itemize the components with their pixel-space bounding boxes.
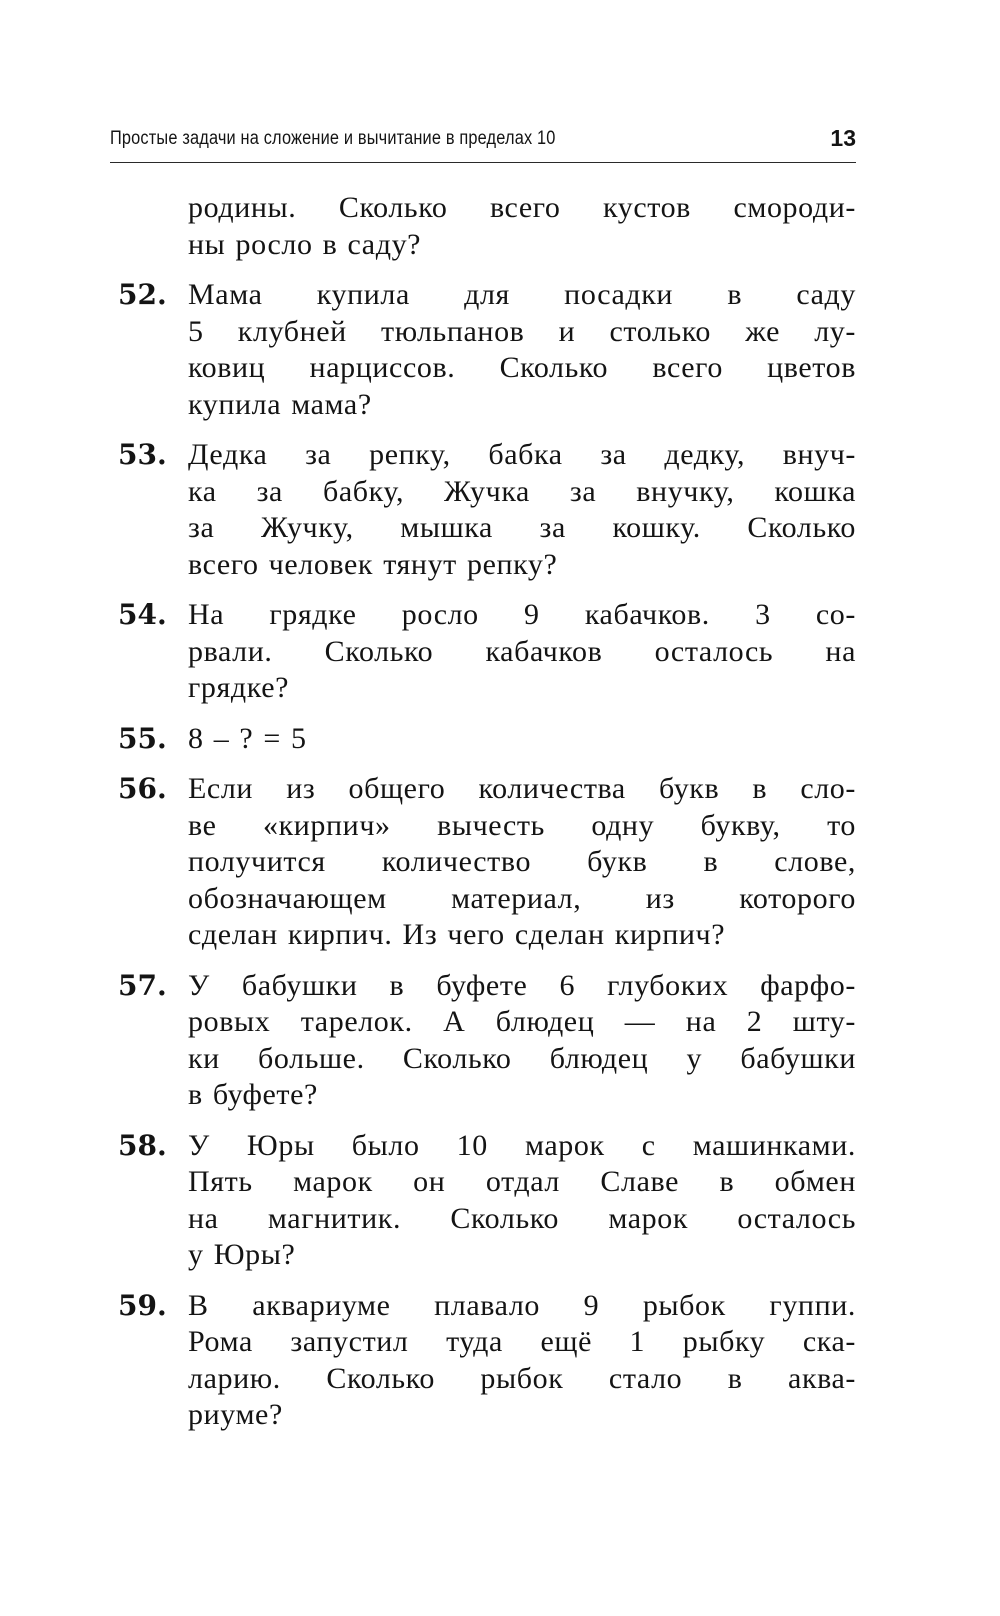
- problem-list: [118, 190, 856, 1448]
- problem-text: [188, 437, 856, 583]
- problem-text: [188, 721, 856, 758]
- problem-number: 56.: [118, 772, 167, 805]
- problem-item: [118, 968, 856, 1114]
- text-line: риуме?: [188, 1398, 283, 1431]
- problem-text: [188, 597, 856, 707]
- text-line: всего человек тянут репку?: [188, 547, 558, 581]
- problem-number: 58.: [118, 1128, 167, 1162]
- text-line: Если из общего количества букв в сло-: [188, 772, 856, 805]
- text-line: Рома запустил туда ещё 1 рыбку ска-: [188, 1325, 856, 1358]
- problem-number: [118, 190, 188, 263]
- problem-text: [188, 771, 856, 954]
- running-head-title: Простые задачи на сложение и вычитание в пределах 10: [110, 128, 556, 149]
- problem-number: 53.: [118, 438, 167, 471]
- problem-item: [118, 771, 856, 954]
- problem-text: [188, 1288, 856, 1434]
- problem-number: 57.: [118, 968, 167, 1002]
- text-line: за Жучку, мышка за кошку. Сколько: [188, 511, 856, 544]
- text-line: у Юры?: [188, 1238, 296, 1271]
- problem-item: [118, 1288, 856, 1434]
- text-line: рвали. Сколько кабачков осталось на: [188, 634, 856, 668]
- text-line: получится количество букв в слове,: [188, 845, 856, 878]
- text-line: купила мама?: [188, 387, 372, 421]
- problem-item: [118, 1128, 856, 1274]
- text-line: Дедка за репку, бабка за дедку, внуч-: [188, 438, 856, 471]
- page-number: 13: [830, 125, 856, 151]
- text-line: ве «кирпич» вычесть одну букву, то: [188, 808, 856, 842]
- problem-item: [118, 190, 856, 263]
- text-line: В аквариуме плавало 9 рыбок гуппи.: [188, 1288, 856, 1322]
- text-line: сделан кирпич. Из чего сделан кирпич?: [188, 918, 726, 951]
- problem-number: 59.: [118, 1288, 167, 1322]
- problem-number: 55.: [118, 721, 167, 755]
- text-line: На грядке росло 9 кабачков. 3 со-: [188, 598, 856, 631]
- text-line: У Юры было 10 марок с машинками.: [188, 1128, 856, 1162]
- text-line: ларию. Сколько рыбок стало в аква-: [188, 1361, 856, 1395]
- problem-number: 52.: [118, 278, 167, 311]
- text-line: ковиц нарциссов. Сколько всего цветов: [188, 351, 856, 384]
- text-line: Мама купила для посадки в саду: [188, 278, 856, 311]
- running-head: [110, 122, 856, 163]
- problem-item: [118, 721, 856, 758]
- text-line: родины. Сколько всего кустов смороди-: [188, 191, 856, 224]
- text-line: обозначающем материал, из которого: [188, 881, 856, 915]
- problem-text: [188, 277, 856, 423]
- problem-number: 54.: [118, 598, 167, 631]
- text-line: грядке?: [188, 671, 290, 704]
- text-line: ровых тарелок. А блюдец — на 2 шту-: [188, 1005, 856, 1038]
- text-line: 5 клубней тюльпанов и столько же лу-: [188, 314, 856, 348]
- text-line: Пять марок он отдал Славе в обмен: [188, 1165, 856, 1198]
- text-line: ки больше. Сколько блюдец у бабушки: [188, 1041, 856, 1075]
- text-line: ка за бабку, Жучка за внучку, кошка: [188, 474, 856, 508]
- problem-text: [188, 968, 856, 1114]
- problem-item: [118, 597, 856, 707]
- text-line: У бабушки в буфете 6 глубоких фарфо-: [188, 968, 856, 1002]
- problem-item: [118, 277, 856, 423]
- problem-text: [188, 190, 856, 263]
- text-line: на магнитик. Сколько марок осталось: [188, 1201, 856, 1235]
- text-line: ны росло в саду?: [188, 227, 422, 261]
- problem-item: [118, 437, 856, 583]
- text-line: 8 – ? = 5: [188, 721, 307, 755]
- problem-text: [188, 1128, 856, 1274]
- text-line: в буфете?: [188, 1078, 318, 1111]
